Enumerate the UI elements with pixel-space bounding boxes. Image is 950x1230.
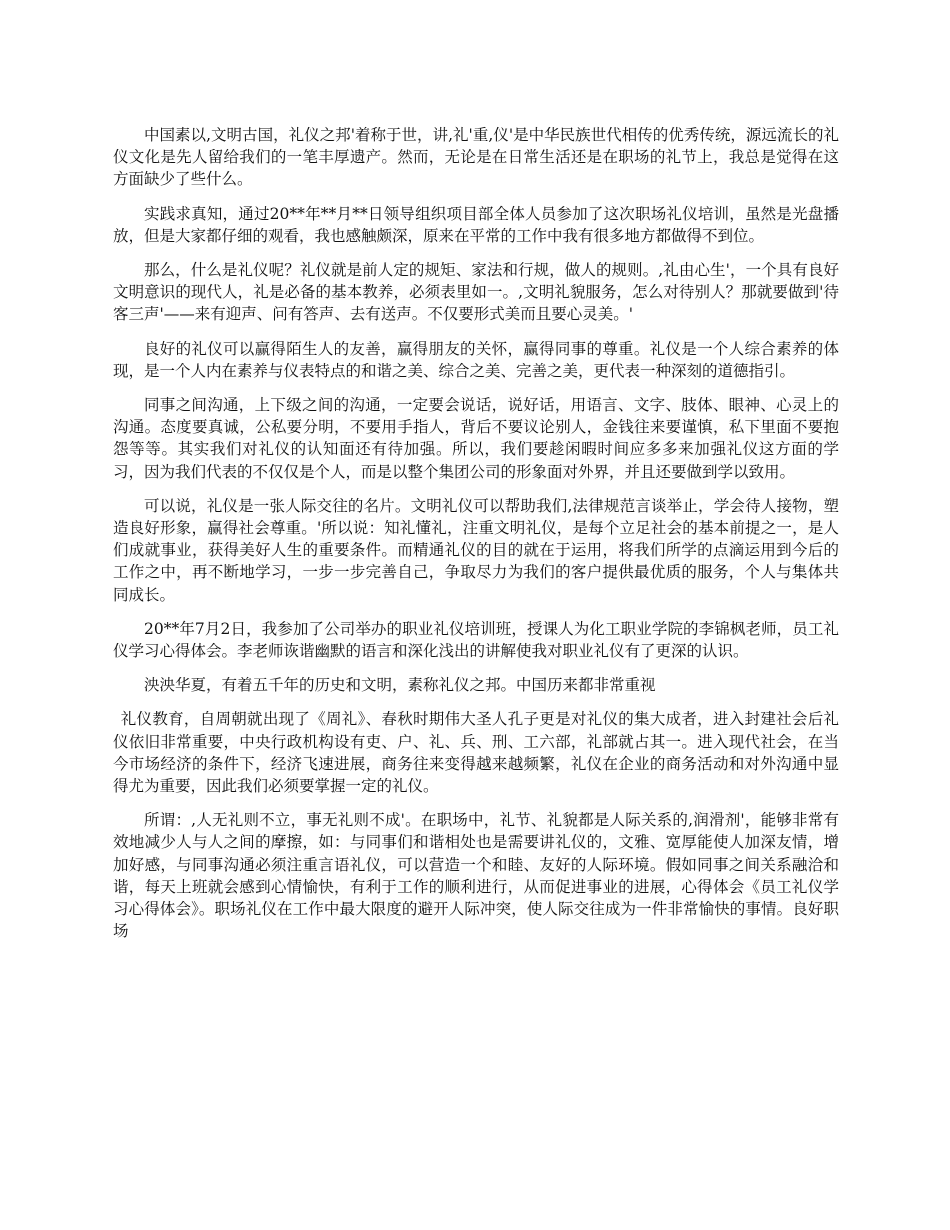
paragraph-5: 同事之间沟通，上下级之间的沟通，一定要会说话，说好话，用语言、文字、肢体、眼神、心灵上的沟通。态度要真诚，公私要分明，不要用手指人，背后不要议论别人，金钱往来要谨慎，私下里面不要抱怨等等。其实我们对礼仪的认知面还有待加强。所以，我们要趁闲暇时间应多多来加强礼仪这方面的学习，因为我们代表的不仅仅是个人，而是以整个集团公司的形象面对外界，并且还要做到学以致用。 (113, 396, 839, 481)
paragraph-6: 可以说，礼仪是一张人际交往的名片。文明礼仪可以帮助我们,法律规范言谈举止，学会待人接物，塑造良好形象，赢得社会尊重。'所以说：知礼懂礼，注重文明礼仪，是每个立足社会的基本前提之一，是人们成就事业，获得美好人生的重要条件。而精通礼仪的目的就在于运用，将我们所学的点滴运用到今后的工作之中，再不断地学习，一步一步完善自己，争取尽力为我们的客户提供最优质的服务，个人与集体共同成长。 (113, 496, 839, 604)
paragraph-9: 礼仪教育，自周朝就出现了《周礼》、春秋时期伟大圣人孔子更是对礼仪的集大成者，进入封建社会后礼仪依旧非常重要，中央行政机构设有吏、户、礼、兵、刑、工六部，礼部就占其一。进入现代社会，在当今市场经济的条件下，经济飞速进展，商务往来变得越来越频繁，礼仪在企业的商务活动和对外沟通中显得尤为重要，因此我们必须要掌握一定的礼仪。 (113, 710, 839, 796)
paragraph-2: 实践求真知，通过20**年**月**日领导组织项目部全体人员参加了这次职场礼仪培训，虽然是光盘播放，但是大家都仔细的观看，我也感触颇深，原来在平常的工作中我有很多地方都做得不到位。 (113, 204, 839, 245)
paragraph-1: 中国素以,文明古国，礼仪之邦'着称于世，讲,礼'重,仪'是中华民族世代相传的优秀传统，源远流长的礼仪文化是先人留给我们的一笔丰厚遗产。然而，无论是在日常生活还是在职场的礼节上，我总是觉得在这方面缺少了些什么。 (113, 126, 839, 189)
paragraph-8: 泱泱华夏，有着五千年的历史和文明，素称礼仪之邦。中国历来都非常重视 (144, 676, 656, 695)
paragraph-7: 20**年7月2日，我参加了公司举办的职业礼仪培训班，授课人为化工职业学院的李锦枫老师，员工礼仪学习心得体会。李老师诙谐幽默的语言和深化浅出的讲解使我对职业礼仪有了更深的认识。 (113, 619, 839, 661)
paragraph-4: 良好的礼仪可以赢得陌生人的友善，赢得朋友的关怀，赢得同事的尊重。礼仪是一个人综合素养的体现，是一个人内在素养与仪表特点的和谐之美、综合之美、完善之美，更代表一种深刻的道德指引。 (113, 339, 839, 380)
document-page (113, 124, 839, 955)
paragraph-3: 那么，什么是礼仪呢？礼仪就是前人定的规矩、家法和行规，做人的规则。,礼由心生'，一个具有良好文明意识的现代人，礼是必备的基本教养，必须表里如一。,文明礼貌服务，怎么对待别人？那就要做到'待客三声'——来有迎声、问有答声、去有送声。不仅要形式美而且要心灵美。' (113, 261, 839, 324)
paragraph-10: 所谓：,人无礼则不立，事无礼则不成'。在职场中，礼节、礼貌都是人际关系的,润滑剂'，能够非常有效地减少人与人之间的摩擦，如：与同事们和谐相处也是需要讲礼仪的，文雅、宽厚能使人加深友情，增加好感，与同事沟通必须注重言语礼仪，可以营造一个和睦、友好的人际环境。假如同事之间关系融洽和谐，每天上班就会感到心情愉快，有利于工作的顺利进行，从而促进事业的进展，心得体会《员工礼仪学习心得体会》。职场礼仪在工作中最大限度的避开人际冲突，使人际交往成为一件非常愉快的事情。良好职场 (113, 811, 839, 941)
